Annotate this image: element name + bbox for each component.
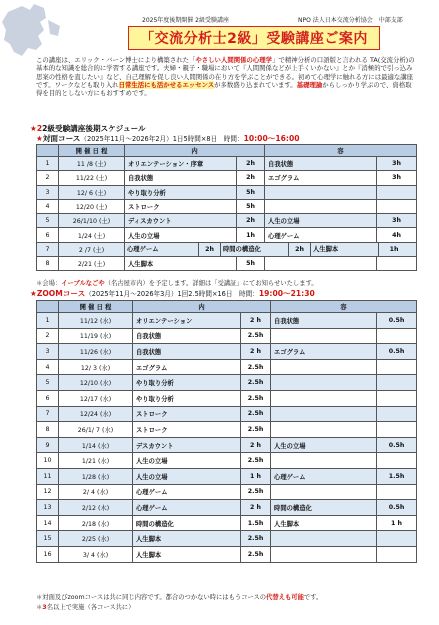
row-date: 11 /8 (土)	[59, 157, 125, 171]
row-topic-a: 人生脚本	[133, 546, 241, 562]
row-topic-b	[271, 422, 377, 438]
row-hours-a: 5h	[237, 185, 265, 199]
row-date: 2/21 (土)	[59, 257, 125, 271]
row-date: 2 /7 (土)	[59, 242, 125, 256]
row-topic-b	[271, 484, 377, 500]
row-topic-b	[271, 328, 377, 344]
row-number: 12	[37, 484, 59, 500]
row-hours-a: 2.5h	[241, 406, 271, 422]
table-row	[37, 359, 417, 375]
row-hours-b: 1.5h	[377, 468, 417, 484]
row-topic-a: エゴグラム	[133, 359, 241, 375]
row-topic-b: 自我状態	[271, 313, 377, 329]
row-topic-b: 人生の立場	[271, 437, 377, 453]
row-number: 3	[37, 344, 59, 360]
row-number: 7	[37, 242, 59, 256]
table-row	[37, 375, 417, 391]
row-number: 8	[37, 422, 59, 438]
row-hours-a: 2.5h	[241, 328, 271, 344]
row-hours-a: 2.5h	[241, 375, 271, 391]
row-topic-a: やり取り分析	[133, 390, 241, 406]
row-hours-a: 2.5h	[241, 484, 271, 500]
row-hours-a: 1h	[237, 228, 265, 242]
row-date: 2/18 (水)	[59, 515, 133, 531]
row-number: 1	[37, 313, 59, 329]
row-hours-b	[377, 375, 417, 391]
intro-text: この講座は、エリック・バーン博士により構築された「やさしい人間関係の心理学」で精神分析の口語版と言われる TA(交流分析)の基本的な知識を総合的に学習する講座です。夫婦・親子・職場において『人間関係などが上手くいかない』とか『消極的で引っ込み思案の性格を直したい』など、自己理解を促し良い人間関係の在り方を学ぶことができる。初めて心理学に触れる方には最適な講座です。ワークなども取り入れ日常生活にも活かせるエッセンスが多数盛り込まれています。基礎理論からしっかり学ぶので、資格取得を目的としない方にもおすすめです。	[36, 56, 415, 98]
row-topic-a: ディスカウント	[125, 214, 237, 228]
row-hours-b	[377, 422, 417, 438]
row-topic-ch: 1h	[389, 245, 399, 253]
row-topic-a: 心理ゲーム	[133, 484, 241, 500]
row-date: 12/17 (水)	[59, 390, 133, 406]
row-topic-a: 人生脚本	[133, 531, 241, 547]
row-topic-a: やり取り分析	[133, 375, 241, 391]
row-number: 1	[37, 157, 59, 171]
row-topic-a: オリエンテーション	[133, 313, 241, 329]
row-number: 9	[37, 437, 59, 453]
table-row	[37, 422, 417, 438]
row-topic-a: 自我状態	[125, 171, 237, 185]
row-hours-a: 1.5h	[241, 515, 271, 531]
row-topic-bh: 2h	[289, 243, 311, 256]
col-date: 開 催 日 程	[59, 301, 133, 313]
table-row	[37, 214, 417, 228]
row-topic-a: オリエンテーション・序章	[125, 157, 237, 171]
table-row	[37, 453, 417, 469]
row-hours-a: 2 h	[241, 437, 271, 453]
table-row	[37, 390, 417, 406]
row-number: 7	[37, 406, 59, 422]
venue-note: ＊会場：イーブルなごや（名古屋市内）を予定します。詳細は「受講証」にてお知らせいたします。	[36, 280, 318, 287]
row-hours-a: 2.5h	[241, 422, 271, 438]
row-date: 26/1/ 7 (水)	[59, 422, 133, 438]
row-number: 6	[37, 228, 59, 242]
col-content-b: 容	[265, 145, 417, 157]
row-topic-a: デスカウント	[133, 437, 241, 453]
row-topic-a: ストローク	[125, 199, 237, 213]
row-hours-a: 2h	[237, 171, 265, 185]
row-topic-b: 心理ゲーム	[265, 228, 377, 242]
table-row	[37, 500, 417, 516]
row-hours-b: 3h	[377, 171, 417, 185]
row-date: 2/25 (水)	[59, 531, 133, 547]
row-date: 2/12 (木)	[59, 500, 133, 516]
row-topic-b: 自我状態	[265, 157, 377, 171]
table-row	[37, 406, 417, 422]
header-term: 2025年度後期開催 2級受験講座	[142, 17, 229, 24]
row-topic-b	[271, 453, 377, 469]
row-hours-b: 4h	[377, 228, 417, 242]
row-number: 3	[37, 185, 59, 199]
row-topic-a: 自我状態	[133, 328, 241, 344]
row-date: 11/26 (水)	[59, 344, 133, 360]
zoom-heading: ★ZOOMコース（2025年11月〜2026年3月）1回2.5時間×16日 時間：19:00〜21:30	[30, 289, 315, 298]
row-topic-a: ストローク	[133, 406, 241, 422]
row-hours-b	[377, 185, 417, 199]
row-topic-b	[271, 375, 377, 391]
header-org: NPO 法人日本交流分析協会 中部支部	[298, 17, 403, 24]
table-row	[37, 199, 417, 213]
row-date: 12/ 3 (水)	[59, 359, 133, 375]
footer-note-1: ＊対面及びzoomコースは共に同じ内容です。都合のつかない時にはもうコースの代替えも可能です。	[36, 594, 323, 601]
row-topic-b: 人生脚本	[271, 515, 377, 531]
row-hours-a: 2.5h	[241, 453, 271, 469]
table-row	[37, 257, 417, 271]
row-number: 13	[37, 500, 59, 516]
row-hours-b	[377, 257, 417, 271]
table-row	[37, 515, 417, 531]
row-hours-a: 2h	[237, 157, 265, 171]
row-topic-a: 人生の立場	[133, 468, 241, 484]
table-row	[37, 242, 417, 256]
row-date: 11/22 (土)	[59, 171, 125, 185]
row-date: 2/ 4 (水)	[59, 484, 133, 500]
row-topic-b	[271, 531, 377, 547]
row-date: 1/14 (水)	[59, 437, 133, 453]
table-row	[37, 484, 417, 500]
schedule-heading: ★22級受験講座後期スケジュール	[30, 124, 146, 133]
row-topic-a: 人生脚本	[125, 257, 237, 271]
row-hours-b: 0.5h	[377, 344, 417, 360]
row-topic-ah: 2h	[199, 243, 221, 256]
table-row	[37, 185, 417, 199]
row-number: 6	[37, 390, 59, 406]
row-topic-b: 時間の構造化	[271, 500, 377, 516]
row-number: 11	[37, 468, 59, 484]
zoom-schedule-table	[36, 300, 417, 563]
row-topic-a: 人生の立場	[133, 453, 241, 469]
table-row	[37, 157, 417, 171]
taimen-schedule-table	[36, 144, 417, 271]
row-hours-a: 2.5h	[241, 546, 271, 562]
row-date: 12/ 6 (土)	[59, 185, 125, 199]
table-row	[37, 468, 417, 484]
row-topic-a: 自我状態	[133, 344, 241, 360]
row-hours-b	[377, 328, 417, 344]
row-hours-a: 2h	[237, 214, 265, 228]
row-hours-b: 1 h	[377, 515, 417, 531]
table-row	[37, 437, 417, 453]
row-topic-b	[265, 199, 377, 213]
row-topics-split	[125, 242, 417, 256]
row-topic-a: やり取り分析	[125, 185, 237, 199]
taimen-heading: ★対面コース（2025年11月〜2026年2月）1日5時間×8日 時間：10:00〜16:00	[36, 134, 300, 143]
row-topic-a: ストローク	[133, 422, 241, 438]
row-date: 1/21 (水)	[59, 453, 133, 469]
row-number: 14	[37, 515, 59, 531]
row-topic-c: 人生脚本	[311, 243, 379, 256]
row-topic-b	[265, 185, 377, 199]
row-hours-b: 0.5h	[377, 313, 417, 329]
table-row	[37, 328, 417, 344]
col-content-b: 容	[271, 301, 417, 313]
col-content-a: 内	[133, 301, 271, 313]
row-number: 4	[37, 359, 59, 375]
row-hours-a: 5h	[237, 199, 265, 213]
row-topic-b: エゴグラム	[265, 171, 377, 185]
row-hours-b	[377, 546, 417, 562]
row-date: 1/28 (水)	[59, 468, 133, 484]
row-hours-b	[377, 359, 417, 375]
row-hours-b	[377, 406, 417, 422]
row-hours-a: 2.5h	[241, 390, 271, 406]
row-hours-b	[377, 453, 417, 469]
table-row	[37, 171, 417, 185]
row-topic-b: エゴグラム	[271, 344, 377, 360]
table-row	[37, 344, 417, 360]
row-topic-b	[271, 546, 377, 562]
row-hours-b: 3h	[377, 214, 417, 228]
row-topic-b: 時間の構造化	[221, 243, 289, 256]
row-hours-a: 2 h	[241, 500, 271, 516]
col-content-a: 内	[125, 145, 265, 157]
col-date: 開 催 日 程	[59, 145, 125, 157]
row-hours-b	[377, 531, 417, 547]
row-hours-a: 2 h	[241, 344, 271, 360]
row-number: 2	[37, 171, 59, 185]
row-hours-a: 2.5h	[241, 531, 271, 547]
row-number: 4	[37, 199, 59, 213]
row-topic-b: 人生の立場	[265, 214, 377, 228]
row-date: 1/24 (土)	[59, 228, 125, 242]
row-number: 5	[37, 375, 59, 391]
footer-note-2: ＊3名以上で実施（各コース共に）	[36, 604, 135, 611]
row-number: 10	[37, 453, 59, 469]
row-topic-a: 時間の構造化	[133, 515, 241, 531]
row-number: 16	[37, 546, 59, 562]
row-date: 11/12 (水)	[59, 313, 133, 329]
row-hours-a: 2 h	[241, 313, 271, 329]
row-date: 26/1/10 (土)	[59, 214, 125, 228]
row-hours-a: 1 h	[241, 468, 271, 484]
row-date: 12/20 (土)	[59, 199, 125, 213]
row-topic-a: 人生の立場	[125, 228, 237, 242]
table-row	[37, 313, 417, 329]
row-number: 8	[37, 257, 59, 271]
table-row	[37, 228, 417, 242]
row-date: 12/24 (水)	[59, 406, 133, 422]
row-hours-b: 3h	[377, 157, 417, 171]
row-topic-b	[265, 257, 377, 271]
row-hours-b	[377, 199, 417, 213]
table-row	[37, 531, 417, 547]
row-number: 5	[37, 214, 59, 228]
row-hours-b: 0.5h	[377, 437, 417, 453]
page-title: 「交流分析士2級」受験講座ご案内	[128, 26, 380, 50]
row-number: 15	[37, 531, 59, 547]
row-hours-b	[377, 484, 417, 500]
row-hours-b	[377, 390, 417, 406]
row-hours-b: 0.5h	[377, 500, 417, 516]
row-topic-b	[271, 359, 377, 375]
row-date: 3/ 4 (水)	[59, 546, 133, 562]
row-topic-a: 心理ゲーム	[133, 500, 241, 516]
row-number: 2	[37, 328, 59, 344]
row-date: 11/19 (水)	[59, 328, 133, 344]
row-topic-b	[271, 406, 377, 422]
row-topic-b: 心理ゲーム	[271, 468, 377, 484]
row-hours-a: 2.5h	[241, 359, 271, 375]
row-hours-a: 5h	[237, 257, 265, 271]
row-topic-a: 心理ゲーム	[125, 243, 199, 256]
row-date: 12/10 (水)	[59, 375, 133, 391]
table-row	[37, 546, 417, 562]
row-topic-b	[271, 390, 377, 406]
